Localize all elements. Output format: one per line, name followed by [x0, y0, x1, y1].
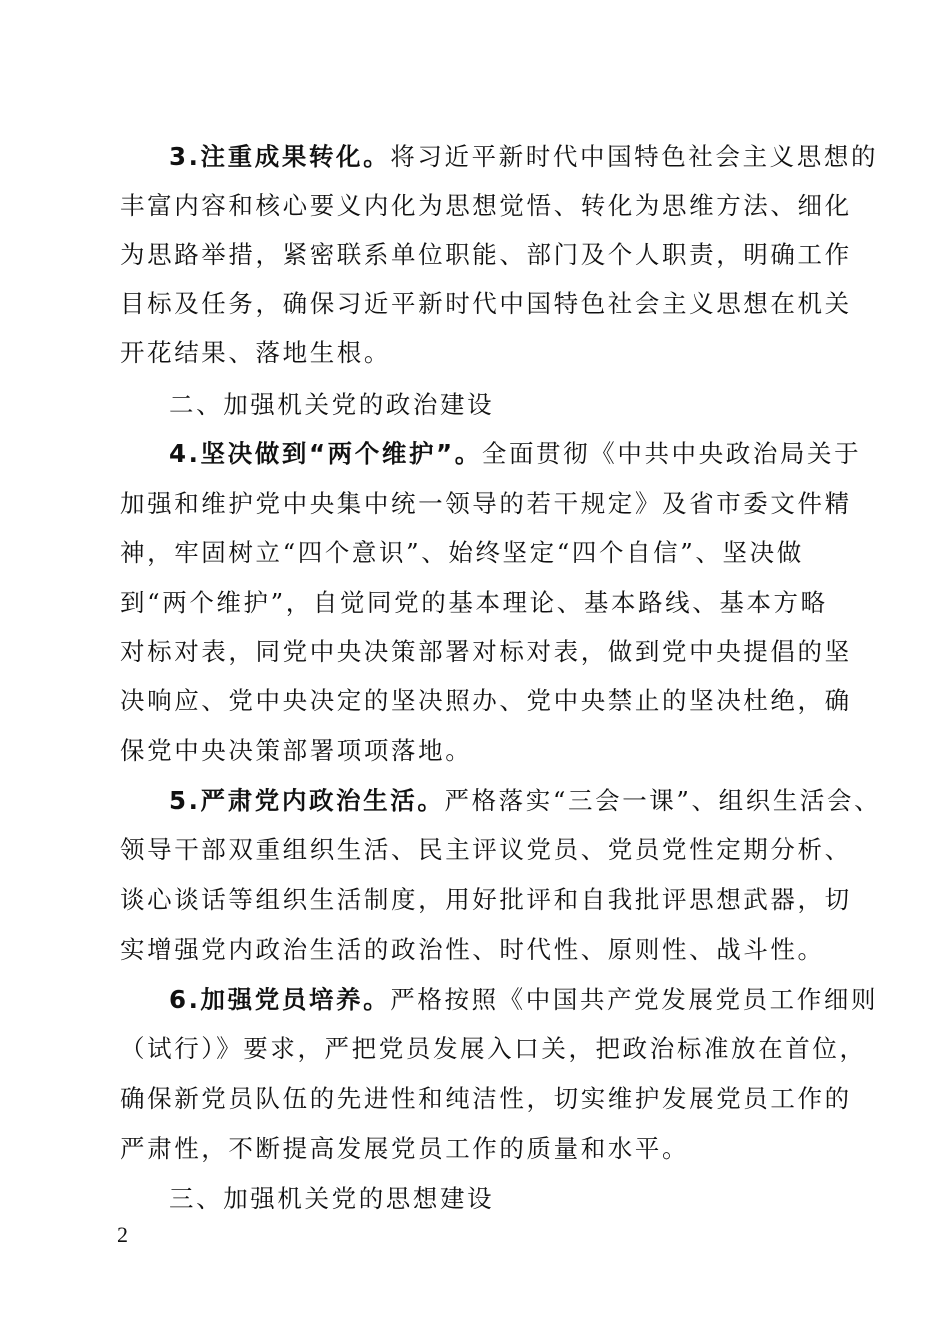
paragraph-line: 加强和维护党中央集中统一领导的若干规定》及省市委文件精 — [120, 489, 852, 518]
paragraph-line — [169, 980, 889, 1020]
paragraph-line: 丰富内容和核心要义内化为思想觉悟、转化为思维方法、细化 — [120, 191, 852, 220]
section-heading: 二、加强机关党的政治建设 — [169, 390, 495, 419]
paragraph-line: 目标及任务，确保习近平新时代中国特色社会主义思想在机关 — [120, 289, 852, 318]
paragraph-text: 严格按照《中国共产党发展党员工作细则 — [390, 985, 879, 1014]
paragraph-line: 领导干部双重组织生活、民主评议党员、党员党性定期分析、 — [120, 835, 852, 864]
page-number: 2 — [117, 1222, 128, 1247]
item-lead: 3.注重成果转化。 — [169, 142, 391, 171]
paragraph-line: 保党中央决策部署项项落地。 — [120, 736, 473, 765]
paragraph-line: 谈心谈话等组织生活制度，用好批评和自我批评思想武器，切 — [120, 885, 852, 914]
paragraph-text: 全面贯彻《中共中央政治局关于 — [481, 439, 862, 468]
paragraph-line: 决响应、党中央决定的坚决照办、党中央禁止的坚决杜绝，确 — [120, 686, 852, 715]
paragraph-text: 将习近平新时代中国特色社会主义思想的 — [390, 142, 879, 171]
item-lead: 5.严肃党内政治生活。 — [169, 786, 445, 815]
paragraph-line: 确保新党员队伍的先进性和纯洁性，切实维护发展党员工作的 — [120, 1084, 852, 1113]
item-lead: 6.加强党员培养。 — [169, 985, 391, 1014]
section-heading: 三、加强机关党的思想建设 — [169, 1184, 495, 1213]
paragraph-line — [169, 137, 889, 177]
paragraph-line: （试行）》要求，严把党员发展入口关，把政治标准放在首位， — [120, 1034, 867, 1063]
paragraph-line: 严肃性，不断提高发展党员工作的质量和水平。 — [120, 1134, 690, 1163]
paragraph-line: 开花结果、落地生根。 — [120, 338, 391, 367]
paragraph-line: 实增强党内政治生活的政治性、时代性、原则性、战斗性。 — [120, 935, 825, 964]
paragraph-line: 为思路举措，紧密联系单位职能、部门及个人职责，明确工作 — [120, 240, 852, 269]
paragraph-line: 对标对表，同党中央决策部署对标对表，做到党中央提倡的坚 — [120, 637, 852, 666]
item-lead: 4.坚决做到“两个维护”。 — [169, 439, 482, 468]
paragraph-line: 到“两个维护”，自觉同党的基本理论、基本路线、基本方略 — [120, 588, 828, 617]
paragraph-line — [169, 434, 889, 474]
paragraph-line: 神，牢固树立“四个意识”、始终坚定“四个自信”、坚决做 — [120, 538, 804, 567]
paragraph-line — [169, 781, 889, 821]
paragraph-text: 严格落实“三会一课”、组织生活会、 — [444, 786, 882, 815]
